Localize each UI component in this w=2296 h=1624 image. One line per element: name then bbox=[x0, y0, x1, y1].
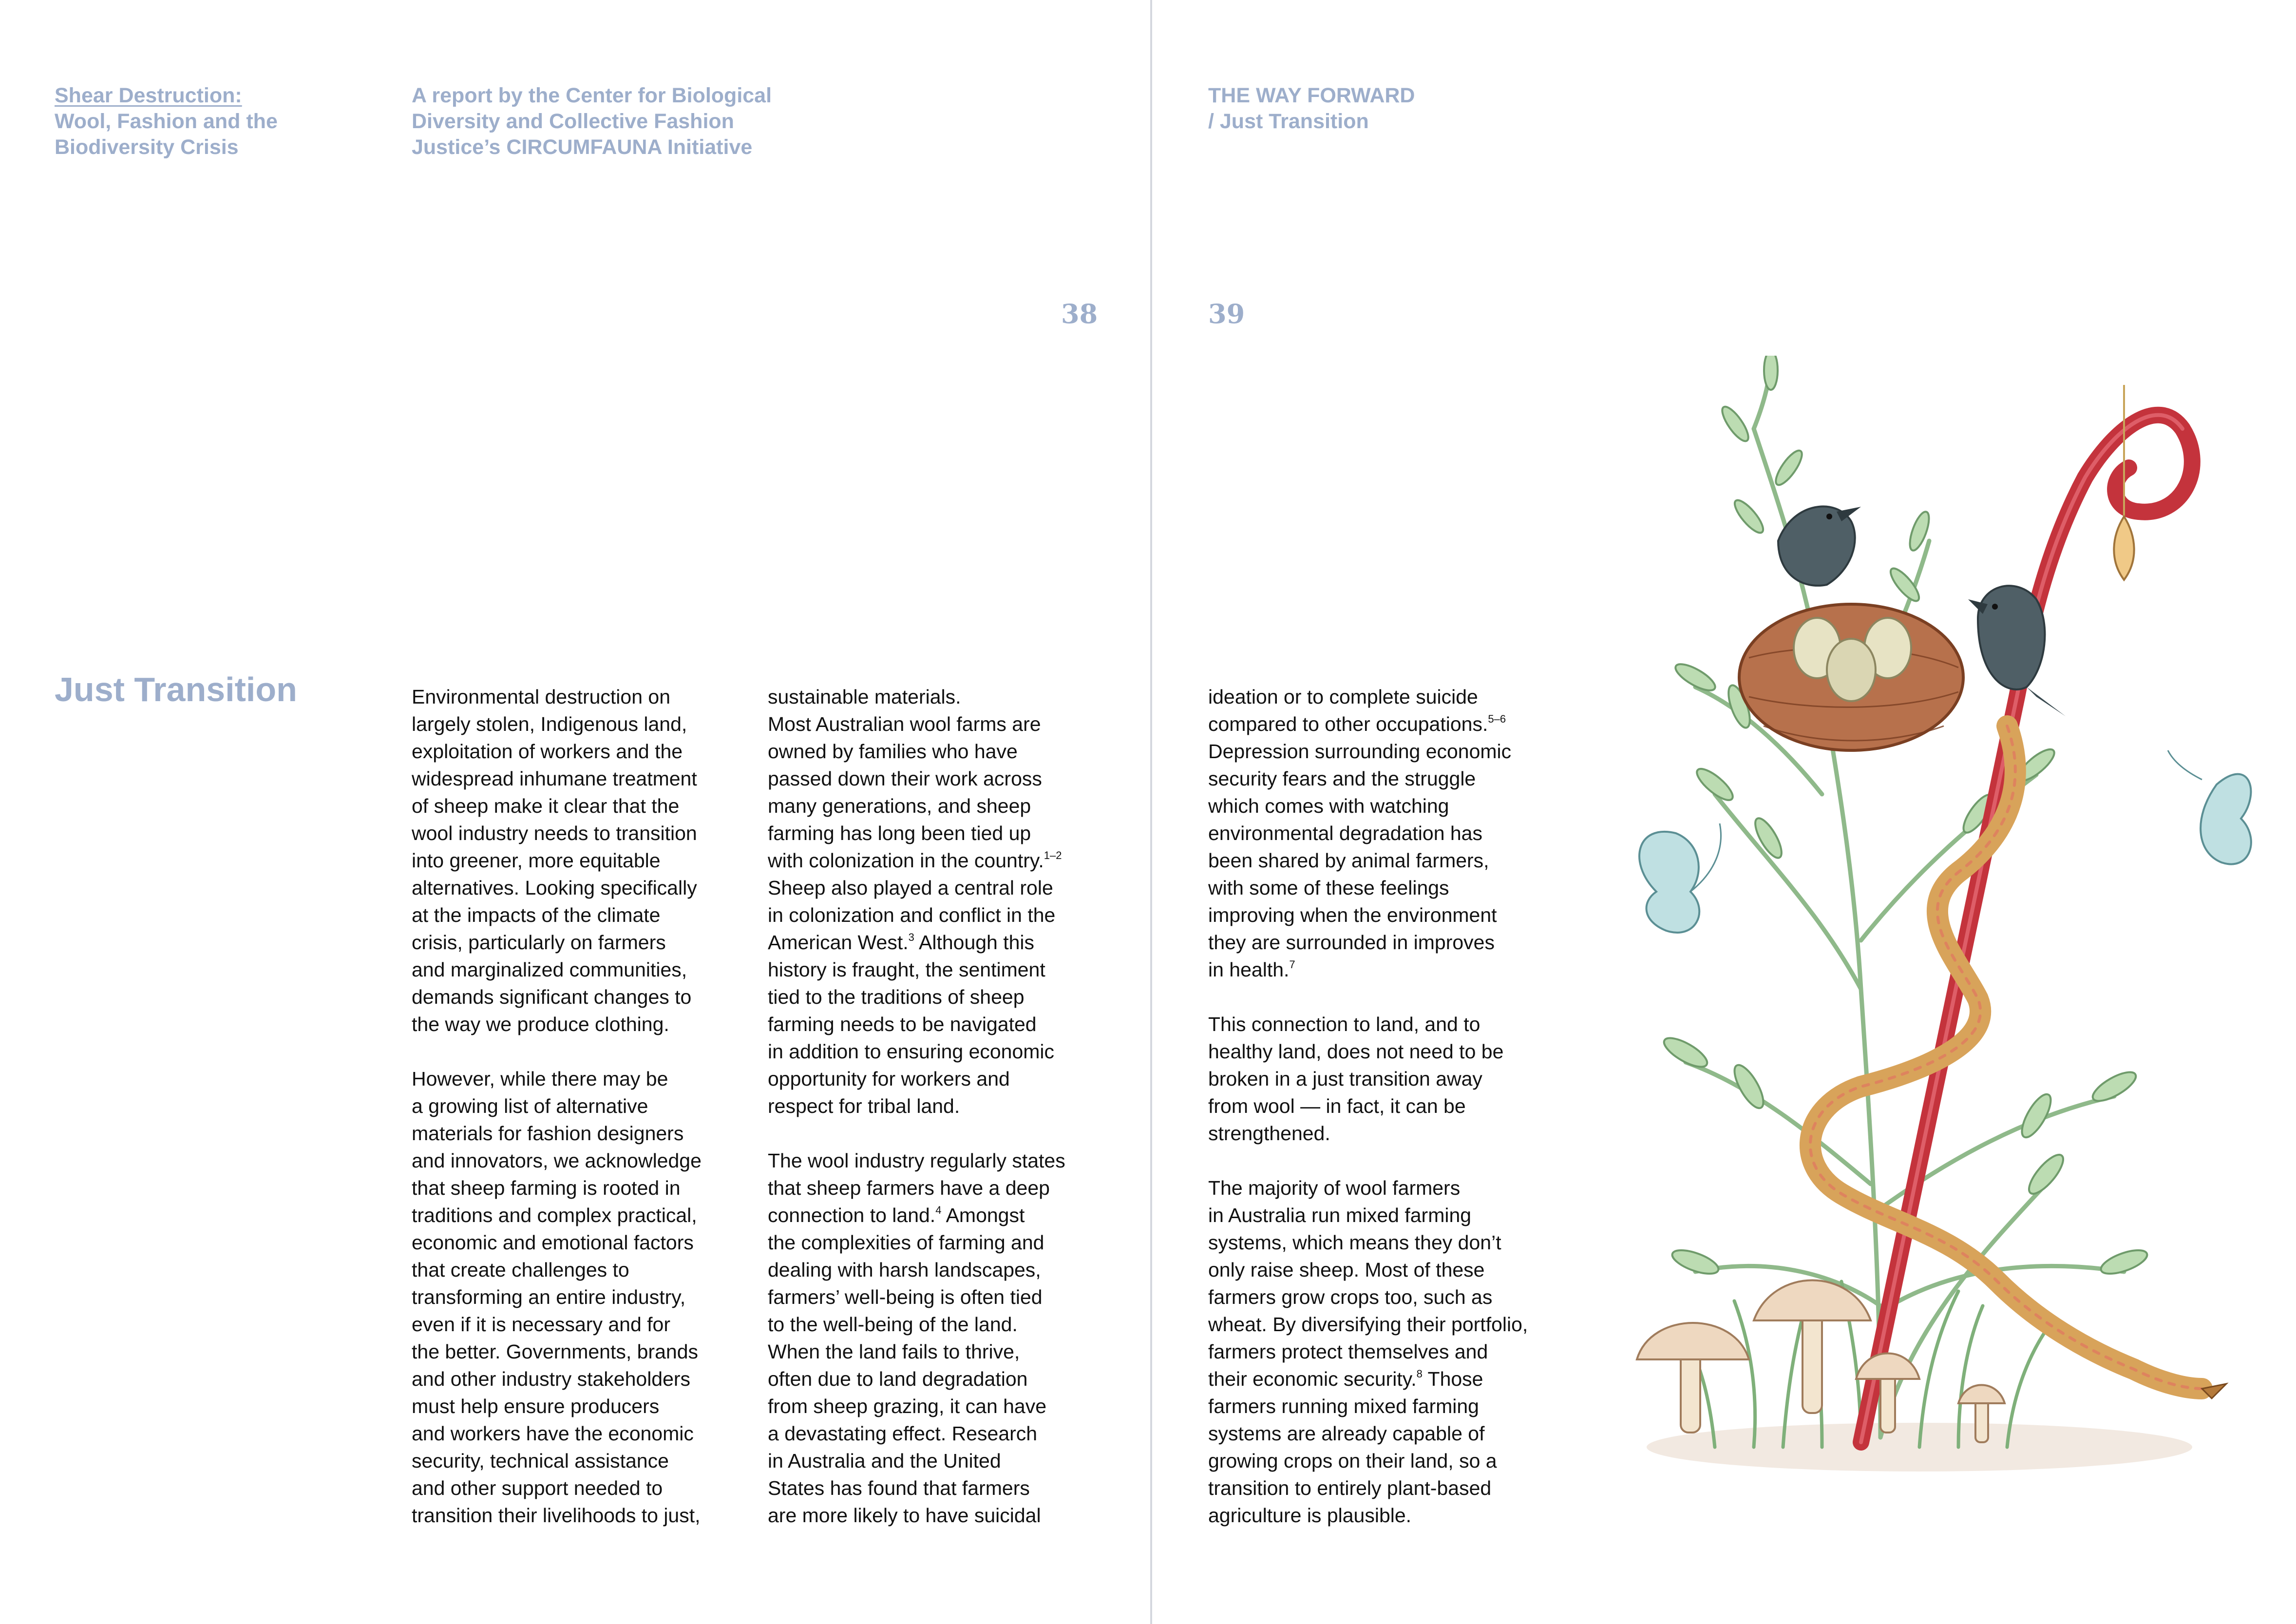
body-text-line bbox=[412, 1092, 753, 1120]
line-text: transforming an entire industry, bbox=[412, 1286, 686, 1308]
body-text-line bbox=[1208, 1365, 1549, 1393]
line-text: ideation or to complete suicide bbox=[1208, 686, 1478, 708]
line-text: connection to land. bbox=[768, 1204, 936, 1226]
line-text: that sheep farming is rooted in bbox=[412, 1177, 681, 1199]
report-title-line-1[interactable]: Shear Destruction: bbox=[55, 84, 242, 107]
line-text: broken in a just transition away bbox=[1208, 1068, 1482, 1090]
body-column-2 bbox=[768, 683, 1109, 1529]
body-text-line bbox=[412, 1474, 753, 1502]
line-text: of sheep make it clear that the bbox=[412, 795, 680, 817]
body-text-line bbox=[1208, 1393, 1549, 1420]
line-text: largely stolen, Indigenous land, bbox=[412, 713, 687, 735]
snake-icon bbox=[1810, 726, 2226, 1398]
body-text-line bbox=[768, 1202, 1109, 1229]
footnote-marker[interactable]: 7 bbox=[1289, 958, 1295, 971]
body-text-line bbox=[412, 1502, 753, 1529]
body-text-line bbox=[1208, 792, 1549, 820]
line-text: farming needs to be navigated bbox=[768, 1013, 1037, 1035]
line-text: transition their livelihoods to just, bbox=[412, 1504, 701, 1527]
body-text-line bbox=[412, 1283, 753, 1311]
line-text: passed down their work across bbox=[768, 767, 1042, 790]
line-text: economic and emotional factors bbox=[412, 1231, 694, 1254]
line-text: opportunity for workers and bbox=[768, 1068, 1010, 1090]
body-text-line bbox=[768, 820, 1109, 847]
body-text-line bbox=[412, 901, 753, 929]
line-text: from wool — in fact, it can be bbox=[1208, 1095, 1466, 1117]
line-text-continued: Amongst bbox=[941, 1204, 1025, 1226]
mushroom-icon bbox=[1637, 1323, 1749, 1433]
body-text-line bbox=[768, 683, 1109, 710]
body-text-line bbox=[768, 901, 1109, 929]
body-text-line bbox=[1208, 1474, 1549, 1502]
paragraph-gap bbox=[412, 1038, 753, 1065]
line-text: materials for fashion designers bbox=[412, 1122, 684, 1145]
line-text: at the impacts of the climate bbox=[412, 904, 661, 926]
body-text-line bbox=[412, 929, 753, 956]
line-text: many generations, and sheep bbox=[768, 795, 1031, 817]
line-text: often due to land degradation bbox=[768, 1368, 1028, 1390]
report-title-line-3: Biodiversity Crisis bbox=[55, 135, 239, 159]
line-text: they are surrounded in improves bbox=[1208, 931, 1495, 954]
line-text: transition to entirely plant-based bbox=[1208, 1477, 1492, 1499]
body-text-line bbox=[412, 683, 753, 710]
body-text-line bbox=[768, 1311, 1109, 1338]
line-text: The majority of wool farmers bbox=[1208, 1177, 1461, 1199]
body-text-line bbox=[768, 792, 1109, 820]
body-text-line bbox=[768, 1502, 1109, 1529]
body-text-line bbox=[1208, 929, 1549, 956]
report-title-line-2: Wool, Fashion and the bbox=[55, 110, 278, 133]
line-text: systems are already capable of bbox=[1208, 1422, 1485, 1445]
line-text: dealing with harsh landscapes, bbox=[768, 1259, 1041, 1281]
shepherd-crook bbox=[1861, 415, 2192, 1442]
body-text-line bbox=[1208, 1038, 1549, 1065]
line-text: strengthened. bbox=[1208, 1122, 1330, 1145]
body-text-line bbox=[768, 1038, 1109, 1065]
line-text: When the land fails to thrive, bbox=[768, 1340, 1020, 1363]
line-text: the better. Governments, brands bbox=[412, 1340, 698, 1363]
page-gutter bbox=[1150, 0, 1152, 1624]
line-text: and workers have the economic bbox=[412, 1422, 694, 1445]
line-text: security, technical assistance bbox=[412, 1450, 669, 1472]
body-text-line bbox=[412, 1311, 753, 1338]
body-text-line bbox=[768, 874, 1109, 901]
line-text: from sheep grazing, it can have bbox=[768, 1395, 1047, 1417]
line-text: farmers’ well-being is often tied bbox=[768, 1286, 1043, 1308]
line-text: with some of these feelings bbox=[1208, 877, 1449, 899]
body-text-line bbox=[412, 1011, 753, 1038]
footnote-marker[interactable]: 1–2 bbox=[1044, 849, 1062, 862]
line-text: in health. bbox=[1208, 958, 1290, 981]
body-text-line bbox=[1208, 765, 1549, 792]
body-text-line bbox=[1208, 710, 1549, 738]
body-text-line bbox=[412, 738, 753, 765]
line-text-continued: Although this bbox=[914, 931, 1035, 954]
body-text-line bbox=[768, 1393, 1109, 1420]
body-text-line bbox=[412, 1120, 753, 1147]
report-title-header bbox=[55, 83, 278, 160]
footnote-marker[interactable]: 3 bbox=[908, 931, 914, 944]
footnote-marker[interactable]: 4 bbox=[935, 1204, 942, 1217]
line-text: that create challenges to bbox=[412, 1259, 629, 1281]
body-text-line bbox=[412, 1365, 753, 1393]
line-text: in Australia and the United bbox=[768, 1450, 1001, 1472]
body-text-line bbox=[768, 1365, 1109, 1393]
footnote-marker[interactable]: 8 bbox=[1416, 1368, 1423, 1380]
line-text: their economic security. bbox=[1208, 1368, 1417, 1390]
body-text-line bbox=[1208, 820, 1549, 847]
line-text: farmers grow crops too, such as bbox=[1208, 1286, 1493, 1308]
body-text-line bbox=[1208, 1120, 1549, 1147]
body-text-line bbox=[412, 1147, 753, 1174]
line-text: into greener, more equitable bbox=[412, 849, 661, 872]
line-text: However, while there may be bbox=[412, 1068, 668, 1090]
page-number-right: 39 bbox=[1208, 298, 1245, 329]
line-text: alternatives. Looking specifically bbox=[412, 877, 697, 899]
body-text-line bbox=[1208, 1202, 1549, 1229]
body-column-3 bbox=[1208, 683, 1549, 1529]
body-text-line bbox=[1208, 683, 1549, 710]
section-path-line-2: / Just Transition bbox=[1208, 110, 1369, 133]
shepherd-crook-nest-snake-illustration bbox=[1608, 356, 2256, 1525]
line-text: Environmental destruction on bbox=[412, 686, 671, 708]
section-title: Just Transition bbox=[55, 670, 297, 708]
body-text-line bbox=[768, 929, 1109, 956]
body-text-line bbox=[412, 983, 753, 1011]
line-text: farmers protect themselves and bbox=[1208, 1340, 1488, 1363]
body-text-line bbox=[768, 1147, 1109, 1174]
line-text: the complexities of farming and bbox=[768, 1231, 1044, 1254]
line-text: only raise sheep. Most of these bbox=[1208, 1259, 1485, 1281]
line-text: compared to other occupations. bbox=[1208, 713, 1488, 735]
line-text: a devastating effect. Research bbox=[768, 1422, 1038, 1445]
body-text-line bbox=[768, 1092, 1109, 1120]
body-text-line bbox=[768, 1420, 1109, 1447]
line-text-continued: Those bbox=[1422, 1368, 1483, 1390]
line-text: growing crops on their land, so a bbox=[1208, 1450, 1497, 1472]
line-text: even if it is necessary and for bbox=[412, 1313, 670, 1336]
body-text-line bbox=[768, 710, 1109, 738]
line-text: wool industry needs to transition bbox=[412, 822, 697, 844]
body-text-line bbox=[1208, 847, 1549, 874]
body-text-line bbox=[1208, 1420, 1549, 1447]
body-text-line bbox=[768, 1256, 1109, 1283]
body-text-line bbox=[1208, 956, 1549, 983]
line-text: wheat. By diversifying their portfolio, bbox=[1208, 1313, 1528, 1336]
line-text: tied to the traditions of sheep bbox=[768, 986, 1025, 1008]
line-text: traditions and complex practical, bbox=[412, 1204, 697, 1226]
body-text-line bbox=[1208, 1338, 1549, 1365]
line-text: history is fraught, the sentiment bbox=[768, 958, 1045, 981]
body-text-line bbox=[768, 1229, 1109, 1256]
line-text: are more likely to have suicidal bbox=[768, 1504, 1041, 1527]
line-text: agriculture is plausible. bbox=[1208, 1504, 1412, 1527]
paragraph-gap bbox=[1208, 983, 1549, 1011]
line-text: been shared by animal farmers, bbox=[1208, 849, 1489, 872]
body-text-line bbox=[412, 710, 753, 738]
line-text: and marginalized communities, bbox=[412, 958, 687, 981]
body-text-line bbox=[768, 1338, 1109, 1365]
line-text: farmers running mixed farming bbox=[1208, 1395, 1479, 1417]
line-text: widespread inhumane treatment bbox=[412, 767, 697, 790]
line-text: must help ensure producers bbox=[412, 1395, 660, 1417]
line-text: respect for tribal land. bbox=[768, 1095, 960, 1117]
body-text-line bbox=[768, 847, 1109, 874]
body-text-line bbox=[768, 1065, 1109, 1092]
report-credit-line-1: A report by the Center for Biological bbox=[412, 84, 772, 107]
body-text-line bbox=[412, 1256, 753, 1283]
body-text-line bbox=[768, 1011, 1109, 1038]
body-text-line bbox=[1208, 738, 1549, 765]
line-text: sustainable materials. bbox=[768, 686, 961, 708]
body-text-line bbox=[768, 1283, 1109, 1311]
line-text: in addition to ensuring economic bbox=[768, 1040, 1055, 1063]
body-text-line bbox=[412, 1229, 753, 1256]
body-text-line bbox=[1208, 1065, 1549, 1092]
body-text-line bbox=[412, 956, 753, 983]
line-text: security fears and the struggle bbox=[1208, 767, 1476, 790]
body-text-line bbox=[412, 847, 753, 874]
line-text: exploitation of workers and the bbox=[412, 740, 683, 763]
line-text: a growing list of alternative bbox=[412, 1095, 648, 1117]
body-text-line bbox=[768, 983, 1109, 1011]
body-text-line bbox=[412, 1174, 753, 1202]
body-text-line bbox=[1208, 1229, 1549, 1256]
body-text-line bbox=[412, 1338, 753, 1365]
report-credit-line-3: Justice’s CIRCUMFAUNA Initiative bbox=[412, 135, 753, 159]
butterfly-icon bbox=[1639, 823, 1721, 933]
body-text-line bbox=[768, 1474, 1109, 1502]
line-text: that sheep farmers have a deep bbox=[768, 1177, 1050, 1199]
line-text: Sheep also played a central role bbox=[768, 877, 1053, 899]
report-credit-header bbox=[412, 83, 772, 160]
paragraph-gap bbox=[1208, 1147, 1549, 1174]
line-text: to the well-being of the land. bbox=[768, 1313, 1018, 1336]
line-text: the way we produce clothing. bbox=[412, 1013, 669, 1035]
nest-with-eggs bbox=[1739, 604, 1963, 750]
body-text-line bbox=[412, 1202, 753, 1229]
body-text-line bbox=[412, 820, 753, 847]
line-text: This connection to land, and to bbox=[1208, 1013, 1480, 1035]
line-text: and innovators, we acknowledge bbox=[412, 1149, 702, 1172]
body-text-line bbox=[412, 765, 753, 792]
body-text-line bbox=[412, 1393, 753, 1420]
body-text-line bbox=[1208, 1174, 1549, 1202]
line-text: in colonization and conflict in the bbox=[768, 904, 1056, 926]
line-text: and other support needed to bbox=[412, 1477, 663, 1499]
body-text-line bbox=[768, 956, 1109, 983]
line-text: farming has long been tied up bbox=[768, 822, 1031, 844]
line-text: Most Australian wool farms are bbox=[768, 713, 1041, 735]
body-text-line bbox=[1208, 1011, 1549, 1038]
body-text-line bbox=[1208, 1092, 1549, 1120]
body-text-line bbox=[1208, 874, 1549, 901]
body-text-line bbox=[1208, 1283, 1549, 1311]
body-text-line bbox=[1208, 1256, 1549, 1283]
line-text: and other industry stakeholders bbox=[412, 1368, 691, 1390]
body-text-line bbox=[1208, 1311, 1549, 1338]
line-text: in Australia run mixed farming bbox=[1208, 1204, 1472, 1226]
line-text: Depression surrounding economic bbox=[1208, 740, 1512, 763]
body-text-line bbox=[412, 874, 753, 901]
line-text: healthy land, does not need to be bbox=[1208, 1040, 1504, 1063]
line-text: States has found that farmers bbox=[768, 1477, 1030, 1499]
body-text-line bbox=[412, 1065, 753, 1092]
line-text: improving when the environment bbox=[1208, 904, 1497, 926]
body-text-line bbox=[1208, 1447, 1549, 1474]
body-text-line bbox=[768, 1447, 1109, 1474]
body-text-line bbox=[768, 1174, 1109, 1202]
footnote-marker[interactable]: 5–6 bbox=[1488, 713, 1506, 726]
butterfly-icon bbox=[2168, 750, 2251, 864]
line-text: environmental degradation has bbox=[1208, 822, 1482, 844]
section-path-line-1: THE WAY FORWARD bbox=[1208, 84, 1415, 107]
line-text: which comes with watching bbox=[1208, 795, 1449, 817]
body-text-line bbox=[768, 738, 1109, 765]
body-text-line bbox=[768, 765, 1109, 792]
line-text: American West. bbox=[768, 931, 909, 954]
paragraph-gap bbox=[768, 1120, 1109, 1147]
line-text: demands significant changes to bbox=[412, 986, 692, 1008]
page-number-left: 38 bbox=[1061, 298, 1098, 329]
line-text: crisis, particularly on farmers bbox=[412, 931, 666, 954]
bird-icon bbox=[1778, 506, 1861, 585]
body-text-line bbox=[1208, 1502, 1549, 1529]
line-text: with colonization in the country. bbox=[768, 849, 1044, 872]
line-text: The wool industry regularly states bbox=[768, 1149, 1065, 1172]
line-text: owned by families who have bbox=[768, 740, 1018, 763]
body-text-line bbox=[412, 1447, 753, 1474]
body-text-line bbox=[412, 792, 753, 820]
line-text: systems, which means they don’t bbox=[1208, 1231, 1501, 1254]
body-text-line bbox=[1208, 901, 1549, 929]
report-credit-line-2: Diversity and Collective Fashion bbox=[412, 110, 734, 133]
body-column-1 bbox=[412, 683, 753, 1529]
section-path-header bbox=[1208, 83, 1415, 134]
body-text-line bbox=[412, 1420, 753, 1447]
